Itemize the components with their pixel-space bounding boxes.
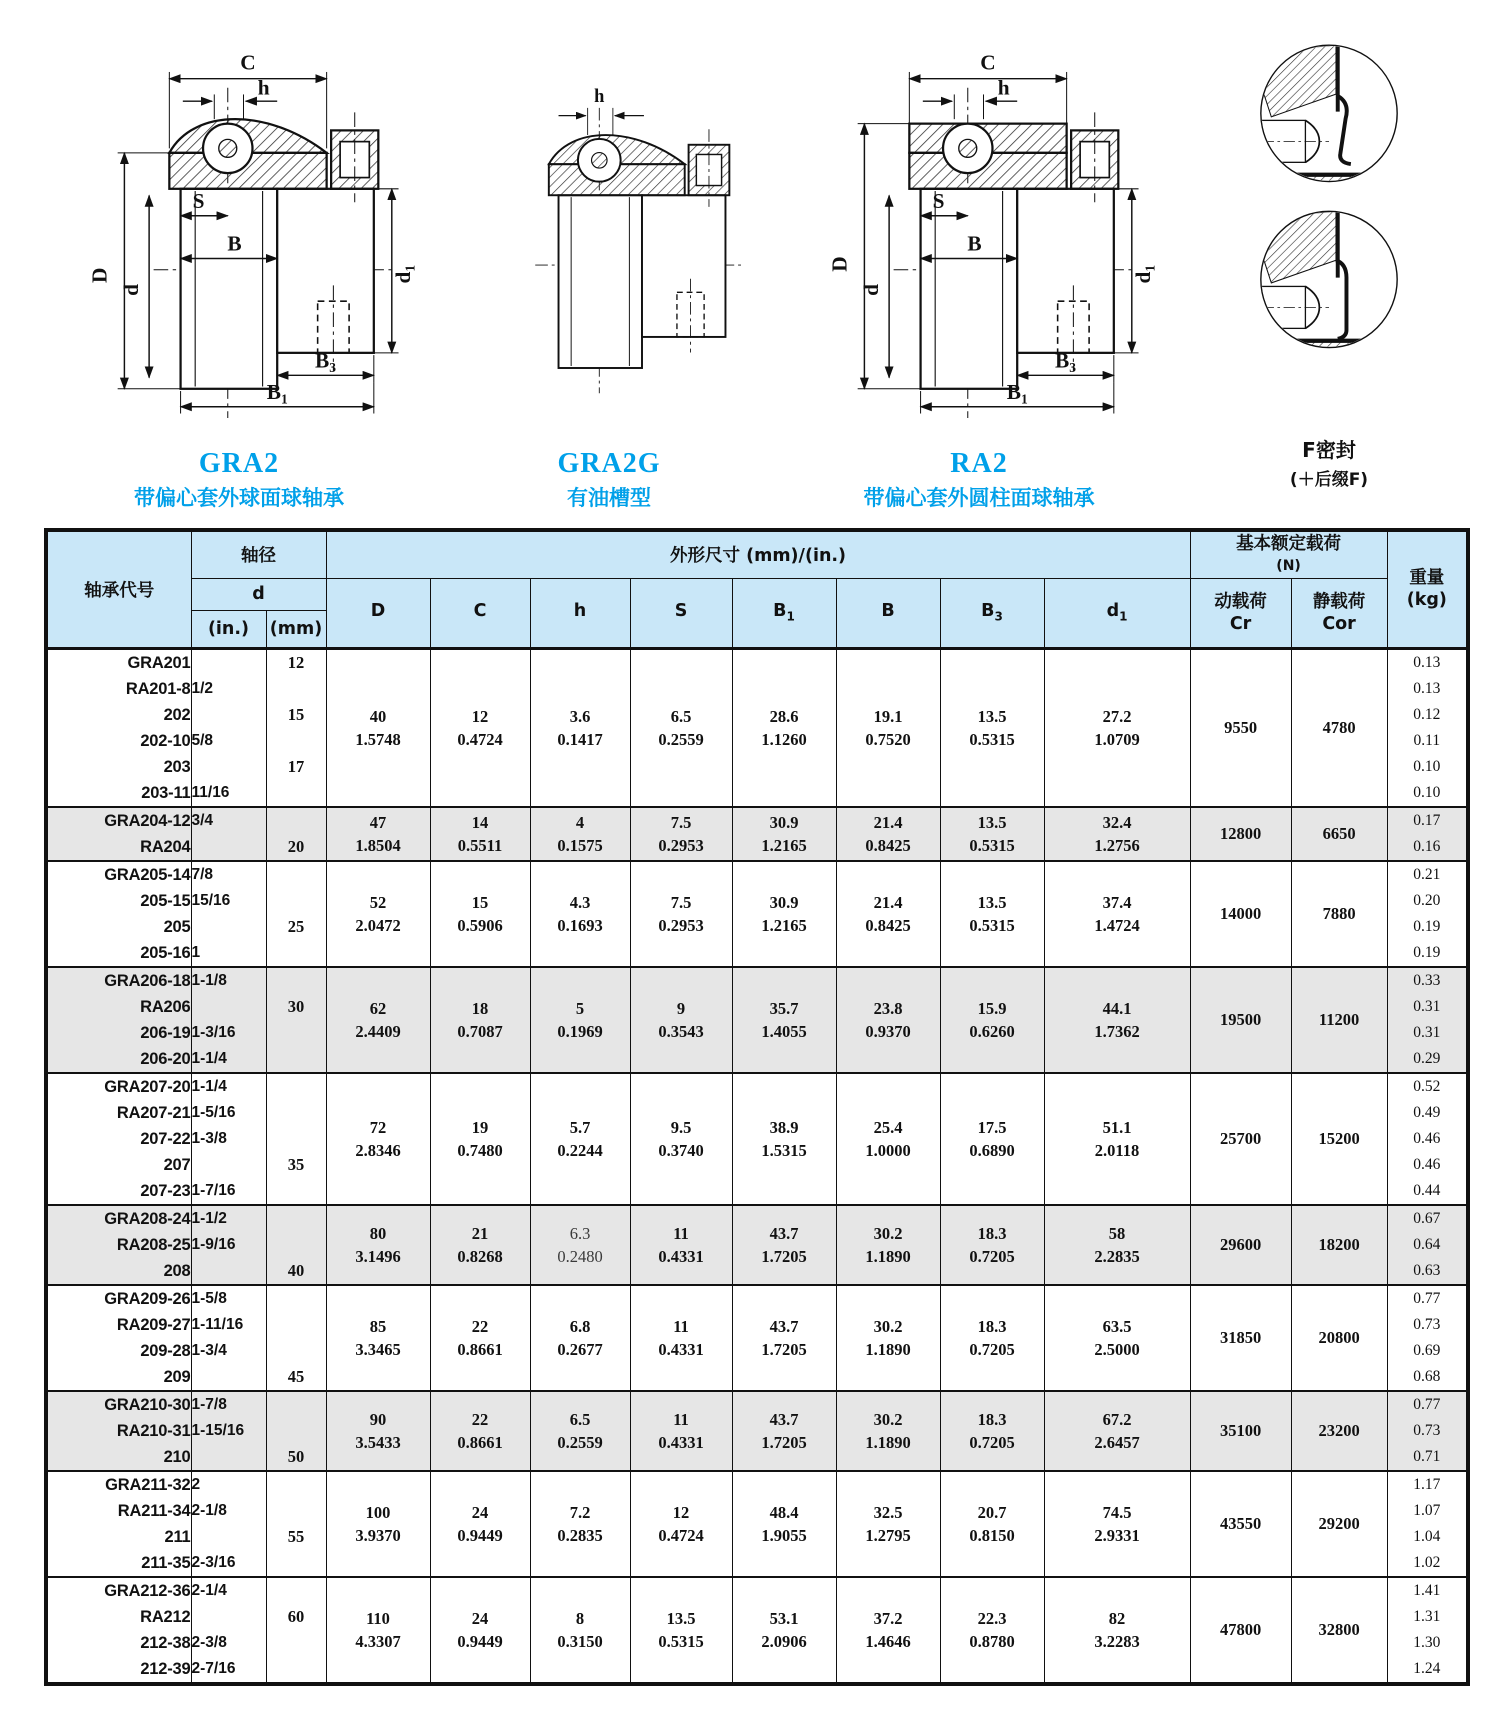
dim-C-label: C <box>980 50 996 75</box>
weight-cell: 0.77 0.73 0.69 0.68 <box>1387 1285 1468 1391</box>
dynamic-load-cell: 29600 <box>1190 1205 1291 1285</box>
static-load-cell: 7880 <box>1291 861 1387 967</box>
dim-B1-cell: 28.6 1.1260 <box>732 648 836 807</box>
static-load-cell: 20800 <box>1291 1285 1387 1391</box>
shaft-dia-in-cell: 1-7/8 1-15/16 <box>191 1391 266 1471</box>
header-col-h: h <box>530 578 630 648</box>
shaft-dia-in-cell: 1-1/2 1-9/16 <box>191 1205 266 1285</box>
gra2g-name: 有油槽型 <box>567 486 651 510</box>
f-seal-caption <box>1290 434 1368 490</box>
dim-S-cell: 13.5 0.5315 <box>630 1577 732 1684</box>
shaft-dia-mm-cell: 45 <box>266 1285 326 1391</box>
dim-h-cell: 6.3 0.2480 <box>530 1205 630 1285</box>
dim-C-cell: 22 0.8661 <box>430 1285 530 1391</box>
dim-C-cell: 24 0.9449 <box>430 1577 530 1684</box>
dim-h-cell: 4 0.1575 <box>530 807 630 861</box>
bearing-code-cell: GRA208-24 RA208-25 208 <box>46 1205 191 1285</box>
dim-B-label: B <box>967 231 982 256</box>
gra2-code: GRA2 <box>198 448 280 479</box>
header-col-cr: 动载荷 Cr <box>1190 578 1291 648</box>
dim-B-cell: 21.4 0.8425 <box>836 807 940 861</box>
gra2g-drawing <box>444 26 774 446</box>
bearing-code-cell: GRA209-26 RA209-27 209-28 209 <box>46 1285 191 1391</box>
header-col-cor: 静载荷 Cor <box>1291 578 1387 648</box>
dim-d1-cell: 51.1 2.0118 <box>1044 1073 1190 1205</box>
dim-B1-cell: 35.7 1.4055 <box>732 967 836 1073</box>
figure-gra2g <box>444 26 774 512</box>
header-bearing-code: 轴承代号 <box>46 530 191 648</box>
dim-B3-cell: 13.5 0.5315 <box>940 648 1044 807</box>
spec-row <box>46 648 1468 807</box>
figure-ra2 <box>788 26 1170 512</box>
dim-S-cell: 11 0.4331 <box>630 1285 732 1391</box>
weight-cell: 0.67 0.64 0.63 <box>1387 1205 1468 1285</box>
dynamic-load-cell: 19500 <box>1190 967 1291 1073</box>
static-load-cell: 29200 <box>1291 1471 1387 1577</box>
dim-B3-cell: 15.9 0.6260 <box>940 967 1044 1073</box>
dim-h-label: h <box>594 86 605 107</box>
gra2-caption <box>134 448 344 512</box>
shaft-dia-in-cell: 1-5/8 1-11/16 1-3/4 <box>191 1285 266 1391</box>
dim-D-label: D <box>87 267 112 284</box>
dim-B1-cell: 43.7 1.7205 <box>732 1205 836 1285</box>
dim-B-cell: 30.2 1.1890 <box>836 1205 940 1285</box>
dim-h-cell: 6.5 0.2559 <box>530 1391 630 1471</box>
header-col-D: D <box>326 578 430 648</box>
dim-B1-cell: 43.7 1.7205 <box>732 1391 836 1471</box>
figure-f-seal <box>1184 26 1474 490</box>
dim-C-cell: 12 0.4724 <box>430 648 530 807</box>
dynamic-load-cell: 43550 <box>1190 1471 1291 1577</box>
spec-table <box>44 528 1470 1686</box>
dim-S-cell: 7.5 0.2953 <box>630 861 732 967</box>
dim-B1-cell: 30.9 1.2165 <box>732 807 836 861</box>
weight-cell: 1.41 1.31 1.30 1.24 <box>1387 1577 1468 1684</box>
gra2g-caption <box>558 448 661 512</box>
ra2-caption <box>864 448 1095 512</box>
dim-C-cell: 19 0.7480 <box>430 1073 530 1205</box>
header-d-in: (in.) <box>191 610 266 648</box>
dim-S-cell: 12 0.4724 <box>630 1471 732 1577</box>
dim-D-cell: 110 4.3307 <box>326 1577 430 1684</box>
spec-row <box>46 1577 1468 1684</box>
spec-row <box>46 861 1468 967</box>
dim-d1-cell: 58 2.2835 <box>1044 1205 1190 1285</box>
header-d: d <box>191 578 326 610</box>
shaft-dia-in-cell: 1/2 5/8 11/16 <box>191 648 266 807</box>
dim-S-cell: 9.5 0.3740 <box>630 1073 732 1205</box>
static-load-cell: 23200 <box>1291 1391 1387 1471</box>
spec-row <box>46 967 1468 1073</box>
shaft-dia-mm-cell: 20 <box>266 807 326 861</box>
dim-B-cell: 19.1 0.7520 <box>836 648 940 807</box>
dim-d1-cell: 27.2 1.0709 <box>1044 648 1190 807</box>
dim-D-cell: 72 2.8346 <box>326 1073 430 1205</box>
dim-D-label: D <box>827 256 852 272</box>
shaft-dia-mm-cell: 40 <box>266 1205 326 1285</box>
dynamic-load-cell: 47800 <box>1190 1577 1291 1684</box>
shaft-dia-mm-cell: 30 <box>266 967 326 1073</box>
dim-B3-cell: 18.3 0.7205 <box>940 1205 1044 1285</box>
header-d-mm: (mm) <box>266 610 326 648</box>
shaft-dia-in-cell: 1-1/8 1-3/16 1-1/4 <box>191 967 266 1073</box>
bearing-code-cell: GRA211-32 RA211-34 211 211-35 <box>46 1471 191 1577</box>
spec-table-body <box>46 648 1468 1684</box>
dim-d1-label: $d_1$ <box>390 264 418 284</box>
shaft-dia-in-cell: 2 2-1/8 2-3/16 <box>191 1471 266 1577</box>
dim-D-cell: 80 3.1496 <box>326 1205 430 1285</box>
ra2-name: 带偏心套外圆柱面球轴承 <box>863 486 1095 510</box>
shaft-dia-in-cell: 2-1/4 2-3/8 2-7/16 <box>191 1577 266 1684</box>
dim-d1-cell: 67.2 2.6457 <box>1044 1391 1190 1471</box>
f-seal-suffix: (＋后缀F) <box>1289 470 1369 490</box>
weight-cell: 1.17 1.07 1.04 1.02 <box>1387 1471 1468 1577</box>
gra2-name: 带偏心套外球面球轴承 <box>134 486 344 510</box>
spec-row <box>46 1285 1468 1391</box>
dim-h-cell: 3.6 0.1417 <box>530 648 630 807</box>
dim-d1-cell: 82 3.2283 <box>1044 1577 1190 1684</box>
dim-B1-label: $B_1$ <box>266 379 288 407</box>
dim-C-label: C <box>240 50 256 75</box>
dim-C-cell: 24 0.9449 <box>430 1471 530 1577</box>
shaft-dia-mm-cell: 55 <box>266 1471 326 1577</box>
spec-row <box>46 1073 1468 1205</box>
spec-row <box>46 1391 1468 1471</box>
shaft-dia-mm-cell: 25 <box>266 861 326 967</box>
dim-S-cell: 9 0.3543 <box>630 967 732 1073</box>
dim-B-cell: 25.4 1.0000 <box>836 1073 940 1205</box>
dynamic-load-cell: 14000 <box>1190 861 1291 967</box>
static-load-cell: 6650 <box>1291 807 1387 861</box>
shaft-dia-in-cell: 7/8 15/16 1 <box>191 861 266 967</box>
dim-C-cell: 14 0.5511 <box>430 807 530 861</box>
static-load-cell: 15200 <box>1291 1073 1387 1205</box>
weight-cell: 0.52 0.49 0.46 0.46 0.44 <box>1387 1073 1468 1205</box>
dim-h-label: h <box>997 75 1010 100</box>
dynamic-load-cell: 9550 <box>1190 648 1291 807</box>
dim-S-label: S <box>192 188 205 213</box>
dim-D-cell: 90 3.5433 <box>326 1391 430 1471</box>
dynamic-load-cell: 12800 <box>1190 807 1291 861</box>
spec-row <box>46 1205 1468 1285</box>
dim-B3-cell: 18.3 0.7205 <box>940 1285 1044 1391</box>
dim-D-cell: 62 2.4409 <box>326 967 430 1073</box>
dim-B3-label: $B_3$ <box>1055 348 1076 375</box>
dim-d1-cell: 63.5 2.5000 <box>1044 1285 1190 1391</box>
dim-B3-cell: 22.3 0.8780 <box>940 1577 1044 1684</box>
dim-B1-cell: 48.4 1.9055 <box>732 1471 836 1577</box>
figure-gra2 <box>48 26 430 512</box>
shaft-dia-mm-cell: 12 15 17 <box>266 648 326 807</box>
dim-d1-cell: 32.4 1.2756 <box>1044 807 1190 861</box>
dim-d-label: d <box>858 283 883 296</box>
dim-D-cell: 52 2.0472 <box>326 861 430 967</box>
f-seal-detail-top <box>1242 45 1408 214</box>
header-weight: 重量 (kg) <box>1387 530 1468 648</box>
bearing-code-cell: GRA205-14 205-15 205 205-16 <box>46 861 191 967</box>
bearing-code-cell: GRA201 RA201-8 202 202-10 203 203-11 <box>46 648 191 807</box>
dim-B1-cell: 30.9 1.2165 <box>732 861 836 967</box>
static-load-cell: 11200 <box>1291 967 1387 1073</box>
header-col-B1: $B_1$ <box>732 578 836 648</box>
dim-C-cell: 18 0.7087 <box>430 967 530 1073</box>
dim-D-cell: 85 3.3465 <box>326 1285 430 1391</box>
ra2-code: RA2 <box>950 448 1008 479</box>
dim-B-cell: 30.2 1.1890 <box>836 1285 940 1391</box>
spec-row <box>46 1471 1468 1577</box>
bearing-code-cell: GRA212-36 RA212 212-38 212-39 <box>46 1577 191 1684</box>
bearing-code-cell: GRA204-12 RA204 <box>46 807 191 861</box>
static-load-cell: 4780 <box>1291 648 1387 807</box>
dim-B1-cell: 38.9 1.5315 <box>732 1073 836 1205</box>
dim-B-cell: 37.2 1.4646 <box>836 1577 940 1684</box>
weight-cell: 0.33 0.31 0.31 0.29 <box>1387 967 1468 1073</box>
f-seal-detail-bottom <box>1242 211 1408 380</box>
header-col-B: B <box>836 578 940 648</box>
dim-B3-cell: 17.5 0.6890 <box>940 1073 1044 1205</box>
bearing-code-cell: GRA207-20 RA207-21 207-22 207 207-23 <box>46 1073 191 1205</box>
dim-B3-label: $B_3$ <box>315 348 336 375</box>
dim-B3-cell: 18.3 0.7205 <box>940 1391 1044 1471</box>
weight-cell: 0.17 0.16 <box>1387 807 1468 861</box>
header-col-B3: $B_3$ <box>940 578 1044 648</box>
dim-S-cell: 11 0.4331 <box>630 1391 732 1471</box>
dim-B1-label: $B_1$ <box>1006 379 1028 407</box>
dim-B-cell: 23.8 0.9370 <box>836 967 940 1073</box>
dim-h-label: h <box>257 75 270 100</box>
static-load-cell: 18200 <box>1291 1205 1387 1285</box>
dynamic-load-cell: 25700 <box>1190 1073 1291 1205</box>
f-seal-drawing <box>1184 26 1474 428</box>
shaft-dia-mm-cell: 50 <box>266 1391 326 1471</box>
dim-S-cell: 7.5 0.2953 <box>630 807 732 861</box>
dim-S-label: S <box>932 188 945 213</box>
dynamic-load-cell: 31850 <box>1190 1285 1291 1391</box>
dynamic-load-cell: 35100 <box>1190 1391 1291 1471</box>
dim-C-cell: 22 0.8661 <box>430 1391 530 1471</box>
dim-B-cell: 21.4 0.8425 <box>836 861 940 967</box>
shaft-dia-mm-cell: 35 <box>266 1073 326 1205</box>
spec-table-head <box>46 530 1468 648</box>
dim-h-cell: 6.8 0.2677 <box>530 1285 630 1391</box>
weight-cell: 0.21 0.20 0.19 0.19 <box>1387 861 1468 967</box>
dim-d1-cell: 44.1 1.7362 <box>1044 967 1190 1073</box>
dim-D-cell: 100 3.9370 <box>326 1471 430 1577</box>
header-col-C: C <box>430 578 530 648</box>
dim-B1-cell: 53.1 2.0906 <box>732 1577 836 1684</box>
shaft-dia-mm-cell: 60 <box>266 1577 326 1684</box>
gra2-drawing <box>48 26 430 446</box>
dim-D-cell: 47 1.8504 <box>326 807 430 861</box>
header-col-S: S <box>630 578 732 648</box>
dim-d1-label: $d_1$ <box>1130 264 1158 284</box>
spec-table-wrap <box>44 528 1468 1686</box>
f-seal-title: F密封 <box>1302 438 1356 462</box>
dim-B-cell: 30.2 1.1890 <box>836 1391 940 1471</box>
gra2g-code: GRA2G <box>557 448 661 479</box>
dim-B3-cell: 13.5 0.5315 <box>940 807 1044 861</box>
dim-S-cell: 11 0.4331 <box>630 1205 732 1285</box>
dim-B-cell: 32.5 1.2795 <box>836 1471 940 1577</box>
shaft-dia-in-cell: 3/4 <box>191 807 266 861</box>
header-col-d1: $d_1$ <box>1044 578 1190 648</box>
dim-h-cell: 5 0.1969 <box>530 967 630 1073</box>
weight-cell: 0.77 0.73 0.71 <box>1387 1391 1468 1471</box>
dim-C-cell: 15 0.5906 <box>430 861 530 967</box>
dim-h-cell: 8 0.3150 <box>530 1577 630 1684</box>
dim-B1-cell: 43.7 1.7205 <box>732 1285 836 1391</box>
dim-d-label: d <box>118 283 143 296</box>
dim-d1-cell: 74.5 2.9331 <box>1044 1471 1190 1577</box>
dim-h-cell: 4.3 0.1693 <box>530 861 630 967</box>
dim-B3-cell: 13.5 0.5315 <box>940 861 1044 967</box>
header-load-group: 基本额定载荷 (N) <box>1190 530 1387 578</box>
dim-B-label: B <box>227 231 242 256</box>
bearing-code-cell: GRA210-30 RA210-31 210 <box>46 1391 191 1471</box>
header-shaft-dia: 轴径 <box>191 530 326 578</box>
header-dims-group: 外形尺寸 (mm)/(in.) <box>326 530 1190 578</box>
ra2-drawing <box>788 26 1170 446</box>
static-load-cell: 32800 <box>1291 1577 1387 1684</box>
dim-h-cell: 7.2 0.2835 <box>530 1471 630 1577</box>
dim-d1-cell: 37.4 1.4724 <box>1044 861 1190 967</box>
weight-cell: 0.13 0.13 0.12 0.11 0.10 0.10 <box>1387 648 1468 807</box>
dim-B3-cell: 20.7 0.8150 <box>940 1471 1044 1577</box>
dim-S-cell: 6.5 0.2559 <box>630 648 732 807</box>
figures-row <box>0 0 1512 528</box>
dim-h-cell: 5.7 0.2244 <box>530 1073 630 1205</box>
dim-C-cell: 21 0.8268 <box>430 1205 530 1285</box>
bearing-code-cell: GRA206-18 RA206 206-19 206-20 <box>46 967 191 1073</box>
spec-row <box>46 807 1468 861</box>
dim-D-cell: 40 1.5748 <box>326 648 430 807</box>
shaft-dia-in-cell: 1-1/4 1-5/16 1-3/8 1-7/16 <box>191 1073 266 1205</box>
